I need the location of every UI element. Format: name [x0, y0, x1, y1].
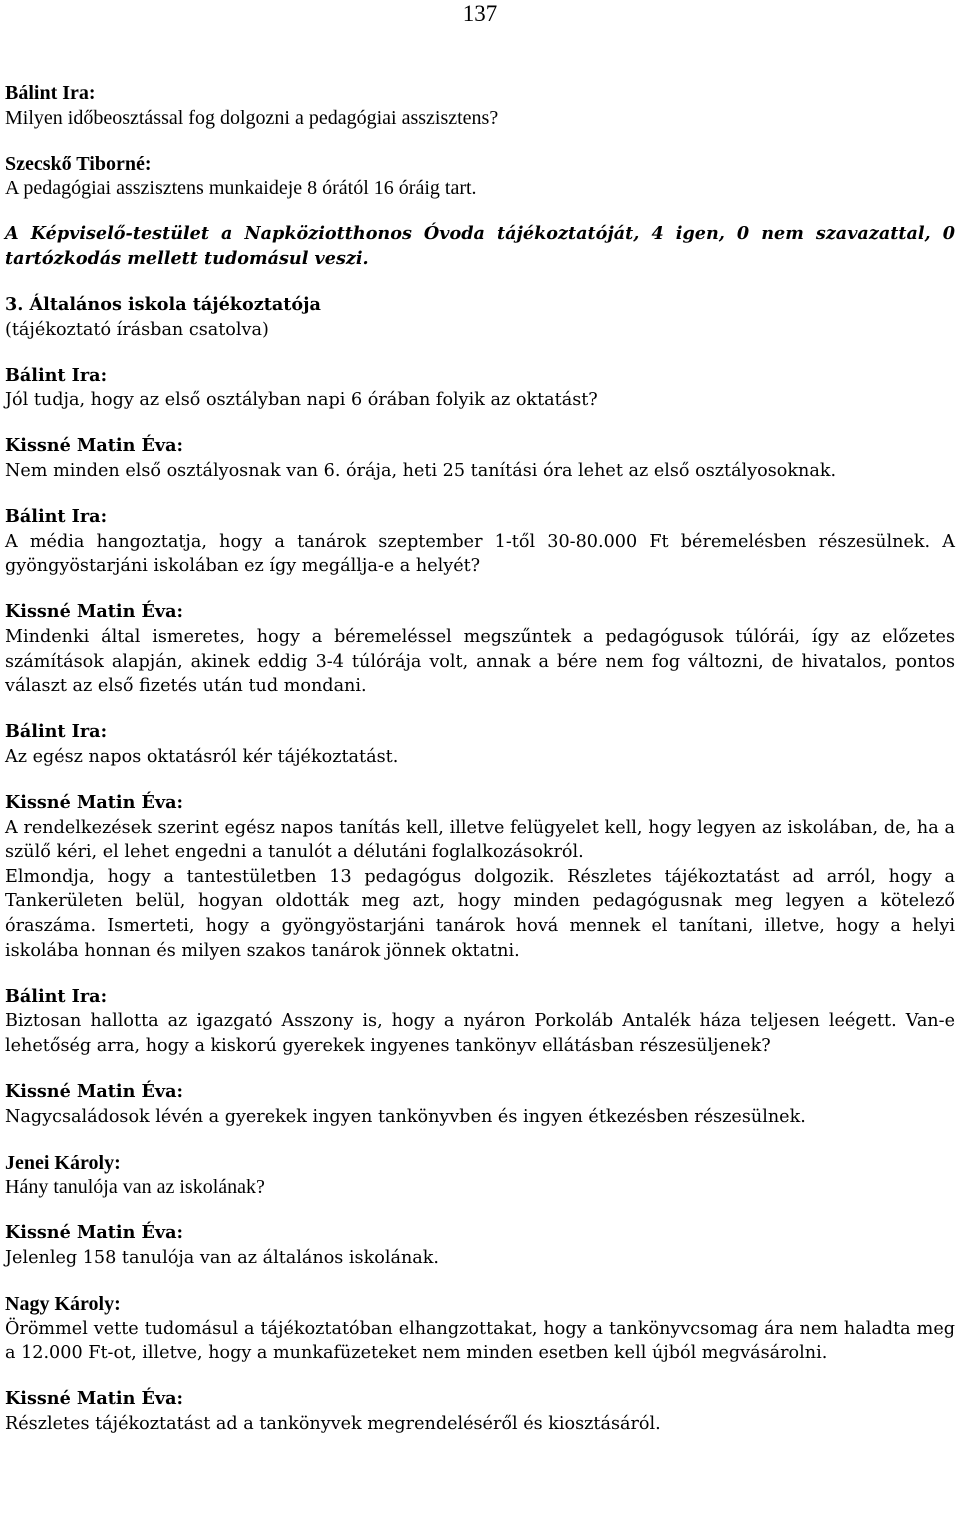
exchange-3 — [5, 364, 955, 413]
speaker-name: Kissné Matin Éva: — [5, 435, 184, 457]
speaker-name: Bálint Ira: — [5, 985, 108, 1007]
speaker-name: Kissné Matin Éva: — [5, 601, 184, 623]
exchange-11 — [5, 1151, 955, 1200]
speaker-name: Kissné Matin Éva: — [5, 791, 184, 813]
document-body — [5, 81, 955, 1436]
exchange-10 — [5, 1080, 955, 1129]
speech-text: Milyen időbeosztással fog dolgozni a pedagógiai asszisztens? — [5, 106, 499, 129]
speaker-name: Kissné Matin Éva: — [5, 1222, 184, 1244]
speech-text: A média hangoztatja, hogy a tanárok szeptember 1-től 30-80.000 Ft béremelésben részesülnek. A gyöngyöstarjáni iskolában ez így megállja-e a helyét? — [5, 531, 955, 577]
speech-text: Mindenki által ismeretes, hogy a béremeléssel megszűntek a pedagógusok túlórái, így az előzetes számítások alapján, akinek eddig 3-4 túlórája volt, annak a bére nem fog változni, de hivatalos, pontos választ az első fizetés után tud mondani. — [5, 627, 955, 697]
speaker-name: Kissné Matin Éva: — [5, 1080, 184, 1102]
decision-text: A Képviselő-testület a Napköziotthonos Óvoda tájékoztatóját, 4 igen, 0 nem szavazattal, 0 tartózkodás mellett tudomásul veszi. — [5, 223, 955, 269]
decision-block — [5, 222, 955, 271]
page-number: 137 — [462, 1, 498, 26]
speech-text: Jól tudja, hogy az első osztályban napi 6 órában folyik az oktatást? — [5, 390, 598, 411]
speaker-name: Kissné Matin Éva: — [5, 1388, 184, 1410]
speech-text: Örömmel vette tudomásul a tájékoztatóban elhangzottakat, hogy a tankönyvcsomag ára nem haladta meg a 12.000 Ft-ot, illetve, hogy a munkafüzeteket nem minden esetben kell újból megvásárolni. — [5, 1318, 955, 1364]
speech-text-continued: Elmondja, hogy a tantestületben 13 pedagógus dolgozik. Részletes tájékoztatást ad arról, hogy a Tankerületen belül, hogyan oldották meg azt, hogy minden pedagógusnak meg legyen a kötelező óraszáma. Ismerteti, hogy a gyöngyöstarjáni tanárok hová mennek el tanítani, illetve, hogy a helyi iskolába honnan és milyen szakos tanárok jönnek oktatni. — [5, 866, 955, 961]
speaker-name: Bálint Ira: — [5, 506, 108, 528]
speech-text: Nem minden első osztályosnak van 6. órája, heti 25 tanítási óra lehet az első osztályosoknak. — [5, 461, 837, 482]
exchange-13 — [5, 1292, 955, 1366]
speech-text: A rendelkezések szerint egész napos tanítás kell, illetve felügyelet kell, hogy legyen az iskolában, de, ha a szülő kéri, el lehet engedni a tanulót a délutáni foglalkozásokról. — [5, 817, 955, 863]
speaker-name: Nagy Károly: — [5, 1292, 121, 1315]
speaker-name: Bálint Ira: — [5, 721, 108, 743]
exchange-1 — [5, 81, 955, 130]
speaker-name: Bálint Ira: — [5, 82, 96, 104]
speaker-name: Szecskő Tiborné: — [5, 152, 152, 175]
exchange-12 — [5, 1221, 955, 1270]
exchange-9 — [5, 985, 955, 1059]
exchange-6 — [5, 600, 955, 698]
exchange-4 — [5, 434, 955, 483]
exchange-5 — [5, 505, 955, 579]
speech-text: A pedagógiai asszisztens munkaideje 8 órától 16 óráig tart. — [5, 177, 477, 200]
speaker-name: Jenei Károly: — [5, 1151, 121, 1174]
agenda-subheading: (tájékoztató írásban csatolva) — [5, 319, 269, 340]
exchange-14 — [5, 1387, 955, 1436]
agenda-heading: 3. Általános iskola tájékoztatója — [5, 294, 321, 316]
speech-text: Hány tanulója van az iskolának? — [5, 1176, 265, 1199]
exchange-7 — [5, 720, 955, 769]
speech-text: Részletes tájékoztatást ad a tankönyvek megrendeléséről és kiosztásáról. — [5, 1413, 661, 1434]
exchange-2 — [5, 152, 955, 201]
speaker-name: Bálint Ira: — [5, 364, 108, 386]
exchange-8 — [5, 791, 955, 963]
speech-text: Az egész napos oktatásról kér tájékoztatást. — [5, 746, 399, 767]
speech-text: Nagycsaládosok lévén a gyerekek ingyen tankönyvben és ingyen étkezésben részesülnek. — [5, 1106, 806, 1127]
speech-text: Biztosan hallotta az igazgató Asszony is, hogy a nyáron Porkoláb Antalék háza teljesen leégett. Van-e lehetőség arra, hogy a kiskorú gyerekek ingyenes tankönyv ellátásban részesüljenek? — [5, 1011, 955, 1056]
agenda-item-3 — [5, 293, 955, 342]
speech-text: Jelenleg 158 tanulója van az általános iskolának. — [5, 1247, 440, 1268]
